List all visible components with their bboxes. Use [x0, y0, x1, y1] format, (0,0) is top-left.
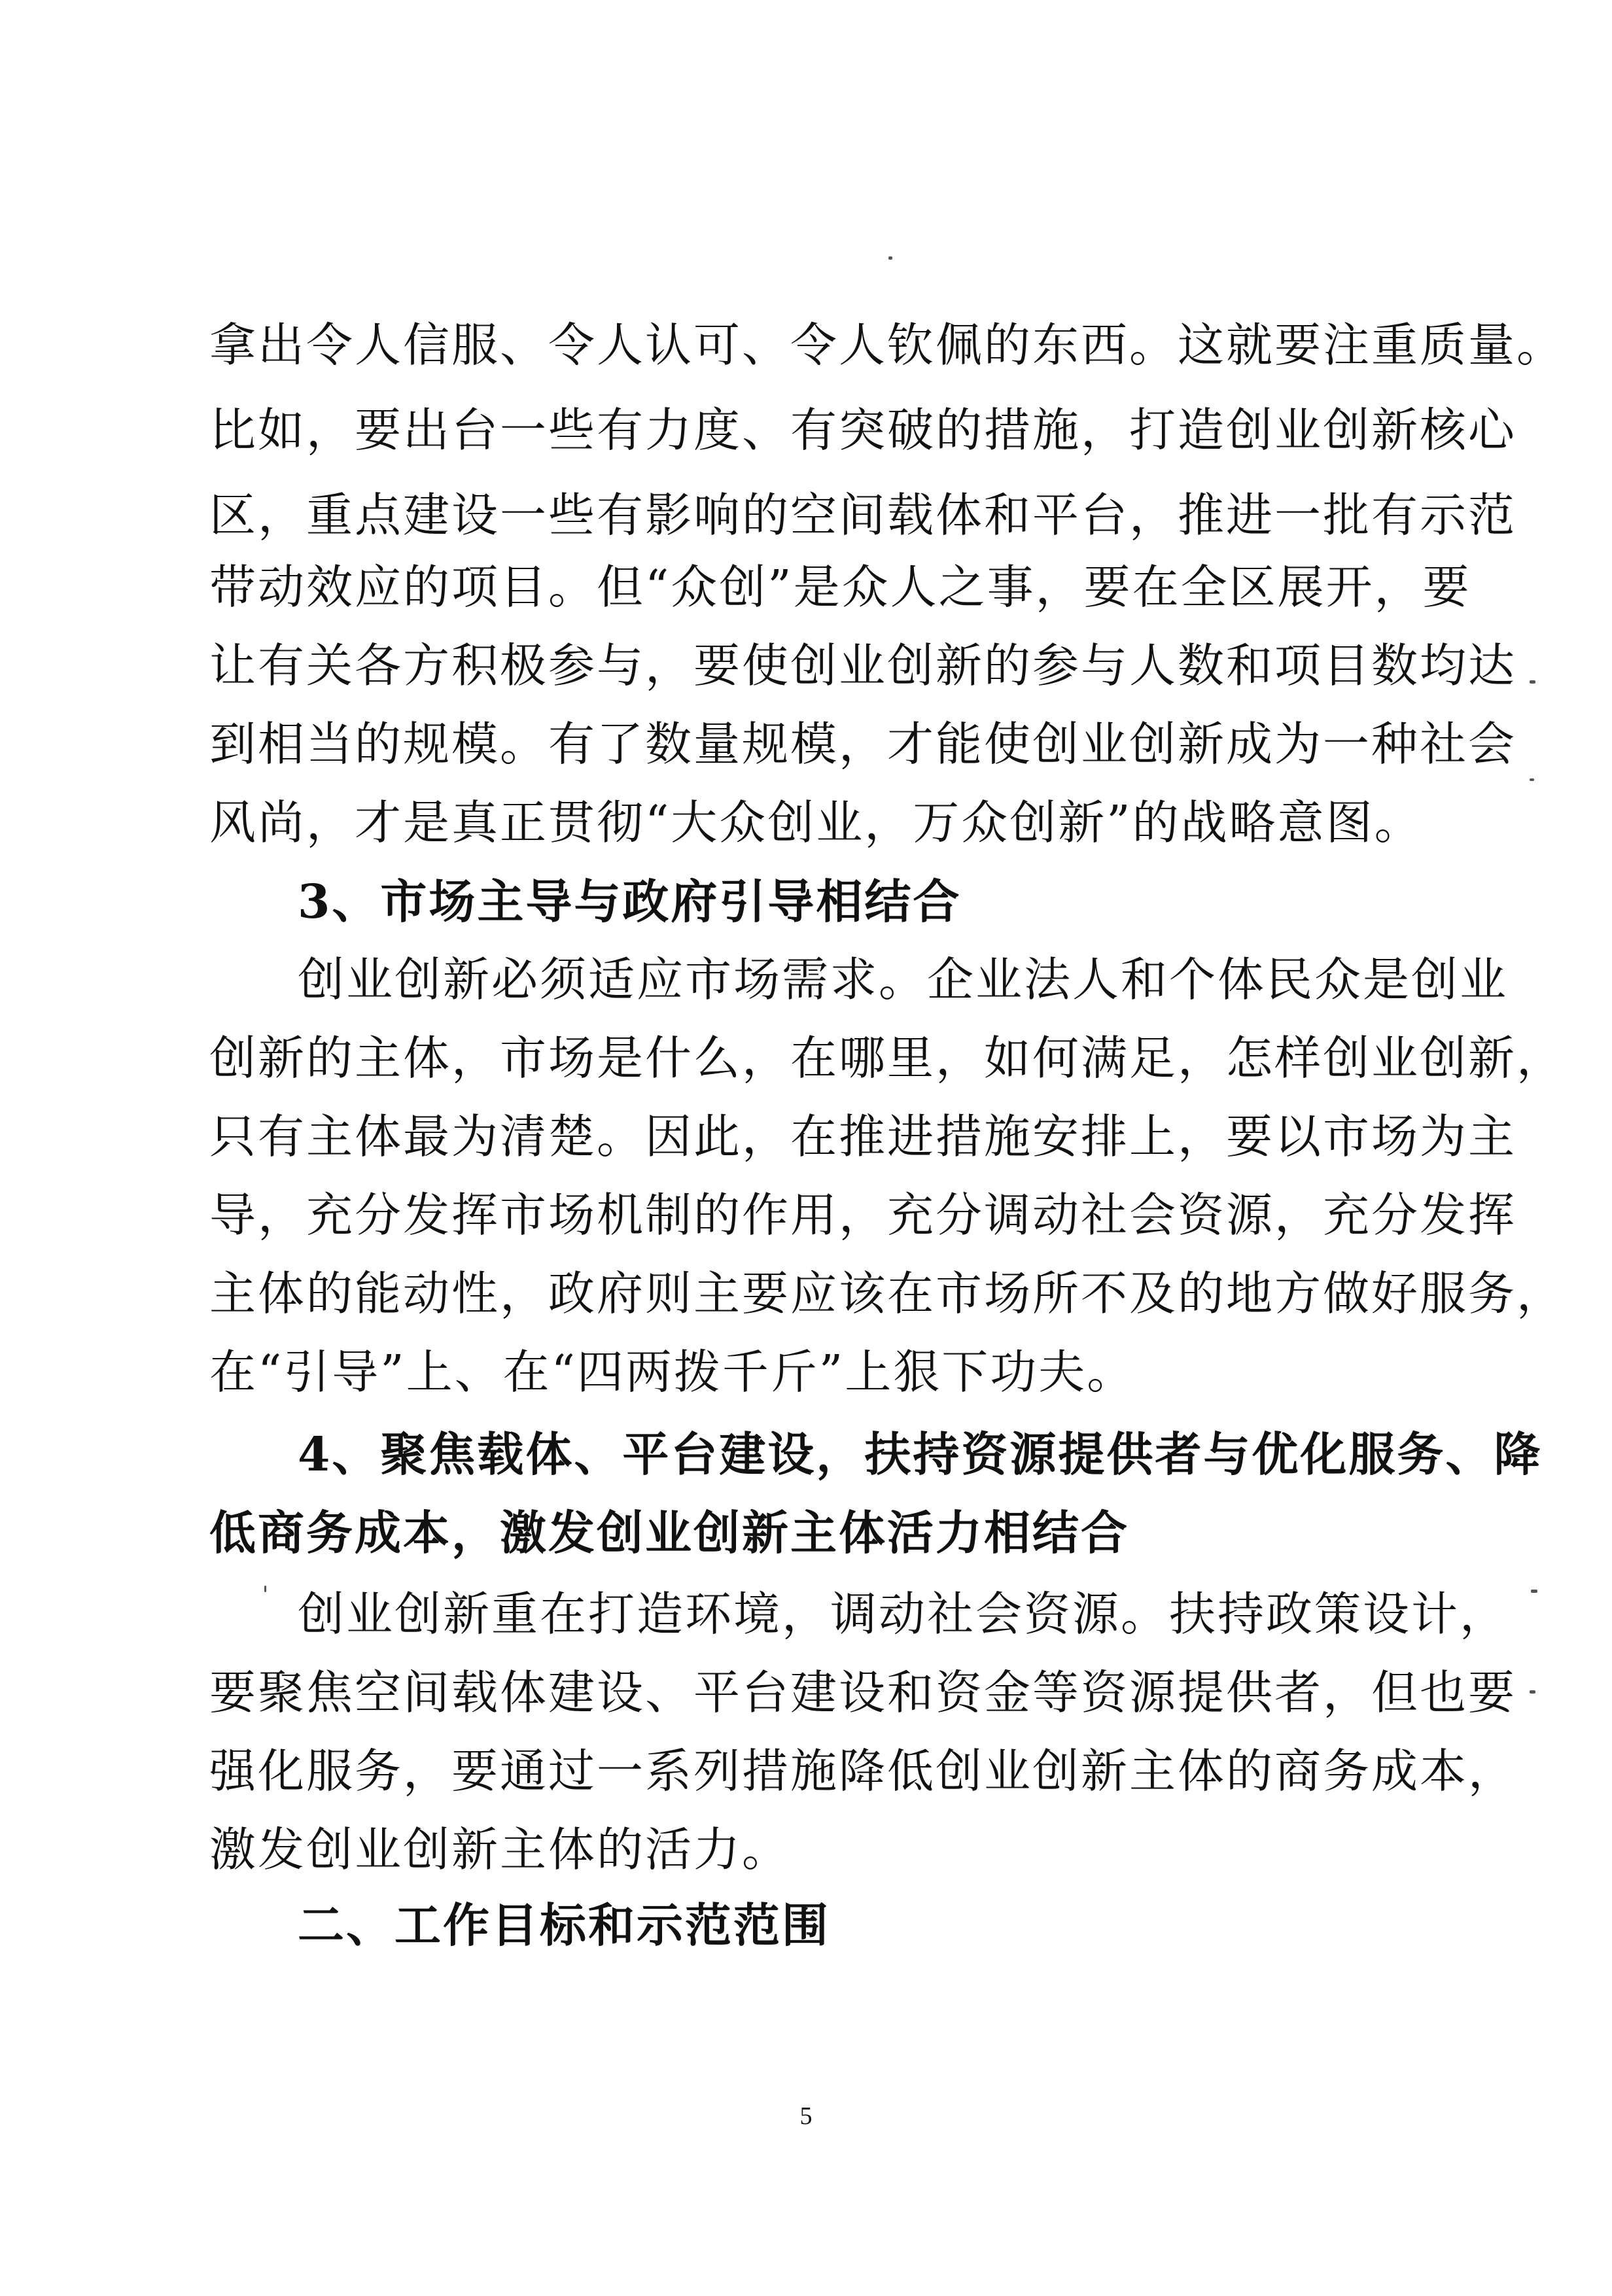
page-number: 5 — [799, 2102, 813, 2130]
scan-speck — [888, 256, 892, 260]
paragraph-line: 只有主体最为清楚。因此，在推进措施安排上，要以市场为主 — [209, 1109, 1517, 1164]
section-heading: 低商务成本，激发创业创新主体活力相结合 — [209, 1505, 1130, 1560]
scan-speck — [1530, 1690, 1535, 1694]
paragraph-line: 导，充分发挥市场机制的作用，充分调动社会资源，充分发挥 — [209, 1188, 1517, 1242]
paragraph-line: 比如，要出台一些有力度、有突破的措施，打造创业创新核心 — [209, 403, 1517, 457]
paragraph-line: 拿出令人信服、令人认可、令人钦佩的东西。这就要注重质量。 — [209, 318, 1566, 372]
paragraph-line: 到相当的规模。有了数量规模，才能使创业创新成为一种社会 — [209, 717, 1517, 771]
paragraph-line: 创新的主体，市场是什么，在哪里，如何满足，怎样创业创新， — [209, 1031, 1566, 1085]
paragraph-line: 让有关各方积极参与，要使创业创新的参与人数和项目数均达 — [209, 638, 1517, 693]
section-heading: 4、聚焦载体、平台建设，扶持资源提供者与优化服务、降 — [298, 1427, 1543, 1482]
paragraph-line: 带动效应的项目。但“众创”是众人之事，要在全区展开，要 — [209, 560, 1471, 614]
paragraph-line: 区，重点建设一些有影响的空间载体和平台，推进一批有示范 — [209, 488, 1517, 542]
paragraph-line: 在“引导”上、在“四两拨千斤”上狠下功夫。 — [209, 1345, 1136, 1399]
paragraph-line: 风尚，才是真正贯彻“大众创业，万众创新”的战略意图。 — [209, 795, 1423, 850]
paragraph-line: 强化服务，要通过一系列措施降低创业创新主体的商务成本， — [209, 1744, 1517, 1798]
scan-speck — [1530, 680, 1535, 684]
paragraph-line: 激发创业创新主体的活力。 — [209, 1822, 791, 1877]
scan-speck — [1531, 1590, 1537, 1593]
scan-speck — [1530, 778, 1534, 781]
chapter-heading: 二、工作目标和示范范围 — [298, 1898, 831, 1953]
paragraph-line: 主体的能动性，政府则主要应该在市场所不及的地方做好服务， — [209, 1266, 1566, 1321]
scan-speck — [264, 1586, 266, 1592]
paragraph-line: 要聚焦空间载体建设、平台建设和资金等资源提供者，但也要 — [209, 1665, 1517, 1720]
paragraph-line: 创业创新重在打造环境，调动社会资源。扶持政策设计， — [298, 1587, 1509, 1641]
paragraph-line: 创业创新必须适应市场需求。企业法人和个体民众是创业 — [298, 952, 1509, 1007]
section-heading: 3、市场主导与政府引导相结合 — [298, 874, 962, 929]
